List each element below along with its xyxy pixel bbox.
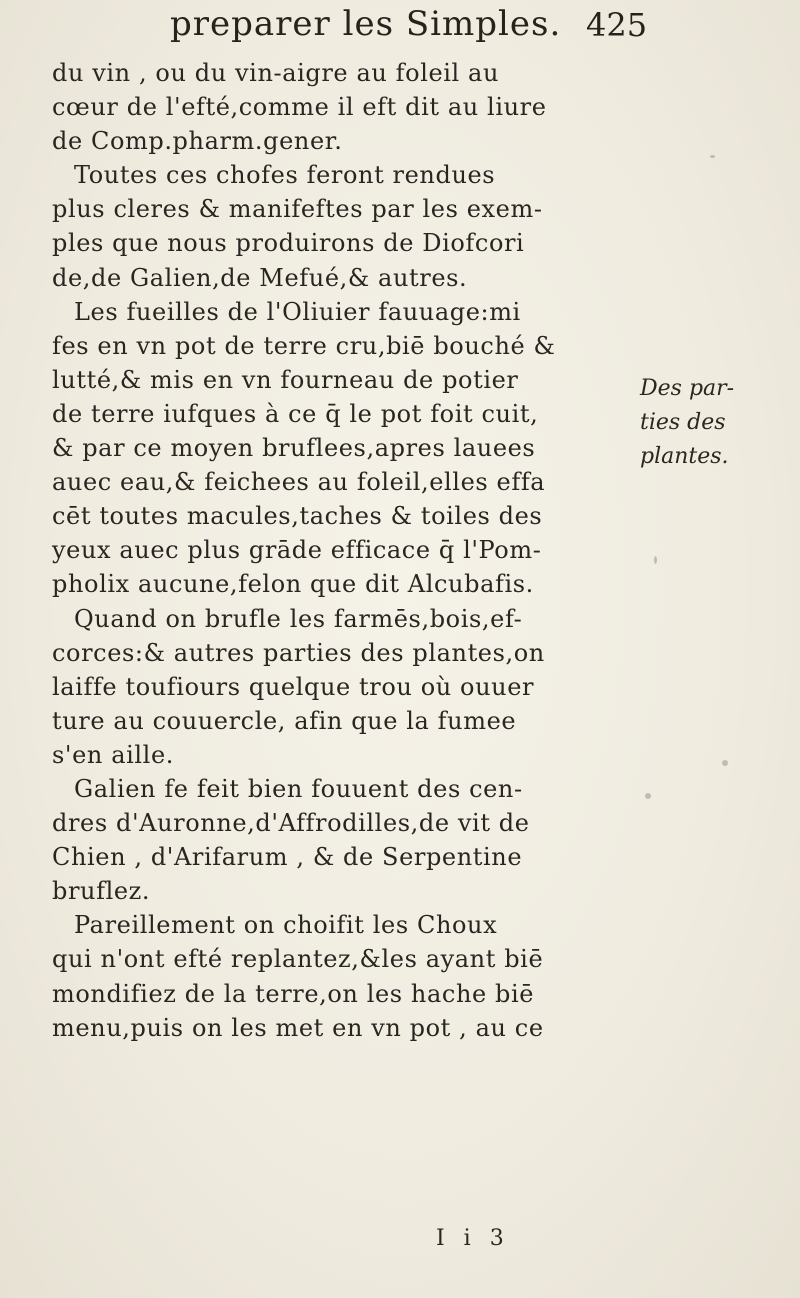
paper-speck bbox=[710, 155, 715, 158]
text-line: fes en vn pot de terre cru,biē bouché & bbox=[52, 331, 556, 360]
text-line: yeux auec plus grāde efficace q̄ l'Pom- bbox=[52, 536, 542, 565]
text-line: de,de Galien,de Mefué,& autres. bbox=[52, 263, 468, 292]
text-line: de Comp.pharm.gener. bbox=[52, 127, 343, 156]
page-number: 425 bbox=[586, 6, 648, 44]
text-line: & par ce moyen bruflees,apres lauees bbox=[52, 434, 536, 463]
text-line: dres d'Auronne,d'Affrodilles,de vit de bbox=[52, 809, 530, 838]
body-text bbox=[52, 56, 652, 1045]
text-line: qui n'ont efté replantez,&les ayant biē bbox=[52, 945, 544, 974]
text-line: ples que nous produirons de Diofcori bbox=[52, 229, 525, 258]
text-line: Les fueilles de l'Oliuier fauuage:mi bbox=[74, 297, 521, 326]
text-line: cēt toutes macules,taches & toiles des bbox=[52, 502, 543, 531]
paper-speck bbox=[722, 760, 728, 766]
text-line: mondifiez de la terre,on les hache biē bbox=[52, 979, 535, 1008]
marginal-note-line: plantes. bbox=[640, 444, 729, 469]
text-line: corces:& autres parties des plantes,on bbox=[52, 638, 545, 667]
text-line: menu,puis on les met en vn pot , au ce bbox=[52, 1013, 544, 1042]
text-line: lutté,& mis en vn fourneau de potier bbox=[52, 365, 519, 394]
text-line: Toutes ces chofes feront rendues bbox=[74, 161, 496, 190]
running-title: preparer les Simples. bbox=[170, 4, 562, 44]
marginal-note bbox=[640, 372, 800, 474]
paper-speck bbox=[654, 556, 657, 564]
text-line: Chien , d'Arifarum , & de Serpentine bbox=[52, 843, 523, 872]
text-line: Quand on brufle les farmēs,bois,ef- bbox=[74, 604, 523, 633]
running-head bbox=[0, 4, 800, 50]
text-line: laiffe toufiours quelque trou où ouuer bbox=[52, 672, 535, 701]
text-line: Pareillement on choifit les Choux bbox=[74, 911, 498, 940]
marginal-note-line: Des par- bbox=[640, 376, 735, 401]
text-line: du vin , ou du vin-aigre au foleil au bbox=[52, 59, 500, 87]
marginal-note-line: ties des bbox=[640, 410, 726, 435]
text-line: bruflez. bbox=[52, 877, 151, 906]
text-line: auec eau,& feichees au foleil,elles effa bbox=[52, 468, 546, 497]
text-line: s'en aille. bbox=[52, 740, 174, 769]
paper-speck bbox=[645, 793, 651, 799]
text-line: de terre iufques à ce q̄ le pot foit cuit, bbox=[52, 399, 539, 428]
text-line: pholix aucune,felon que dit Alcubafis. bbox=[52, 570, 534, 599]
signature-mark: I i 3 bbox=[436, 1226, 510, 1251]
text-line: plus cleres & manifeftes par les exem- bbox=[52, 195, 543, 224]
text-line: ture au couuercle, afin que la fumee bbox=[52, 706, 517, 735]
text-line: Galien fe feit bien fouuent des cen- bbox=[74, 774, 523, 803]
text-line: cœur de l'efté,comme il eft dit au liure bbox=[52, 93, 547, 122]
